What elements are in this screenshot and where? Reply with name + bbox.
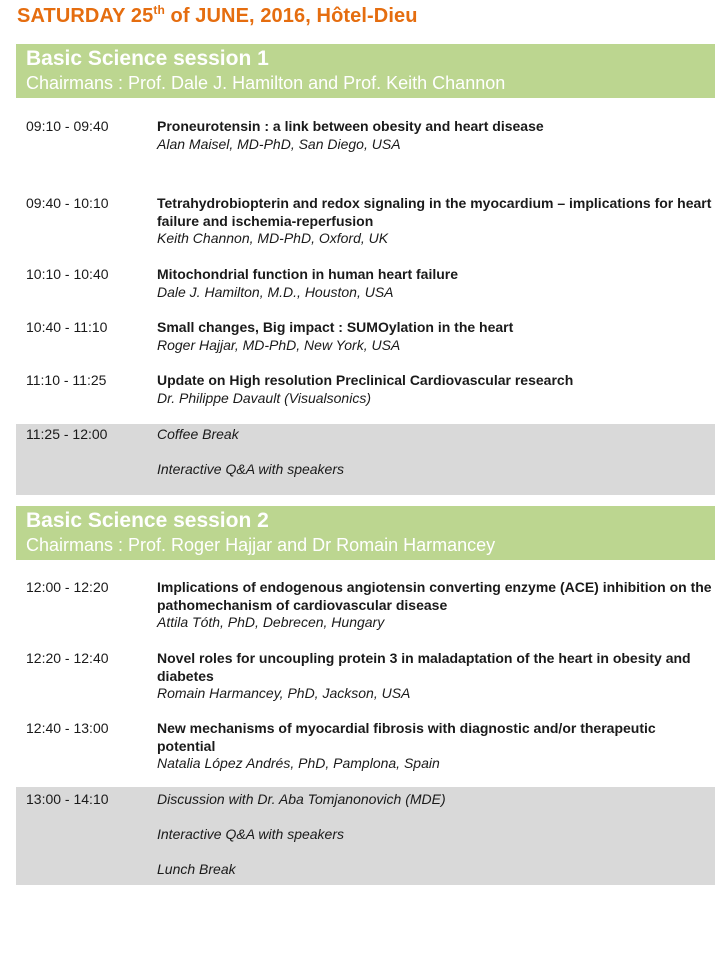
entry-title: Update on High resolution Preclinical Cardiovascular research xyxy=(157,372,574,388)
entry-time: 12:00 - 12:20 xyxy=(26,579,109,595)
entry-time: 11:25 - 12:00 xyxy=(26,426,108,442)
entry-speaker: Attila Tóth, PhD, Debrecen, Hungary xyxy=(157,614,385,630)
session-1-header xyxy=(16,44,715,98)
entry-time: 10:40 - 11:10 xyxy=(26,319,108,335)
break-item: Interactive Q&A with speakers xyxy=(157,461,345,477)
session-2-title: Basic Science session 2 xyxy=(26,509,269,532)
entry-title: Implications of endogenous angiotensin converting enzyme (ACE) inhibition on the pathomechanism of cardiovascular disease xyxy=(157,579,712,613)
entry-time: 09:40 - 10:10 xyxy=(26,195,109,211)
entry-time: 09:10 - 09:40 xyxy=(26,118,109,134)
entry-time: 11:10 - 11:25 xyxy=(26,372,107,388)
break-item: Interactive Q&A with speakers xyxy=(157,826,345,842)
entry-speaker: Roger Hajjar, MD-PhD, New York, USA xyxy=(157,336,401,353)
entry-speaker: Dale J. Hamilton, M.D., Houston, USA xyxy=(157,283,394,300)
break-item: Lunch Break xyxy=(157,861,236,877)
page-title xyxy=(17,3,418,28)
session-2-chairs: Chairmans : Prof. Roger Hajjar and Dr Romain Harmancey xyxy=(26,535,496,555)
title-date-suffix: of JUNE, 2016, Hôtel-Dieu xyxy=(164,5,418,27)
break-item: Coffee Break xyxy=(157,426,239,442)
entry-speaker: Natalia López Andrés, PhD, Pamplona, Spain xyxy=(157,755,440,771)
entry-time: 12:20 - 12:40 xyxy=(26,650,109,666)
session-1-chairs: Chairmans : Prof. Dale J. Hamilton and Prof. Keith Channon xyxy=(26,73,506,93)
title-date-prefix: SATURDAY 25 xyxy=(17,5,154,27)
entry-title: Tetrahydrobiopterin and redox signaling in the myocardium – implications for heart failure and ischemia-reperfusion xyxy=(157,195,712,229)
coffee-break-block xyxy=(16,424,715,495)
entry-time: 10:10 - 10:40 xyxy=(26,266,109,282)
entry-title: Novel roles for uncoupling protein 3 in maladaptation of the heart in obesity and diabetes xyxy=(157,650,691,684)
break-item: Discussion with Dr. Aba Tomjanonovich (MDE) xyxy=(157,791,446,807)
entry-speaker: Alan Maisel, MD-PhD, San Diego, USA xyxy=(157,135,401,152)
title-date-superscript: th xyxy=(153,3,165,17)
entry-time: 12:40 - 13:00 xyxy=(26,720,109,736)
entry-title: Proneurotensin : a link between obesity and heart disease xyxy=(157,118,544,134)
session-2-header xyxy=(16,506,715,560)
session-1-title: Basic Science session 1 xyxy=(26,47,269,70)
entry-title: Mitochondrial function in human heart failure xyxy=(157,266,459,282)
entry-speaker: Dr. Philippe Davault (Visualsonics) xyxy=(157,389,371,406)
entry-title: Small changes, Big impact : SUMOylation in the heart xyxy=(157,319,514,335)
entry-speaker: Keith Channon, MD-PhD, Oxford, UK xyxy=(157,230,389,246)
entry-speaker: Romain Harmancey, PhD, Jackson, USA xyxy=(157,685,411,701)
entry-time: 13:00 - 14:10 xyxy=(26,791,109,807)
entry-title: New mechanisms of myocardial fibrosis with diagnostic and/or therapeutic potential xyxy=(157,720,656,754)
